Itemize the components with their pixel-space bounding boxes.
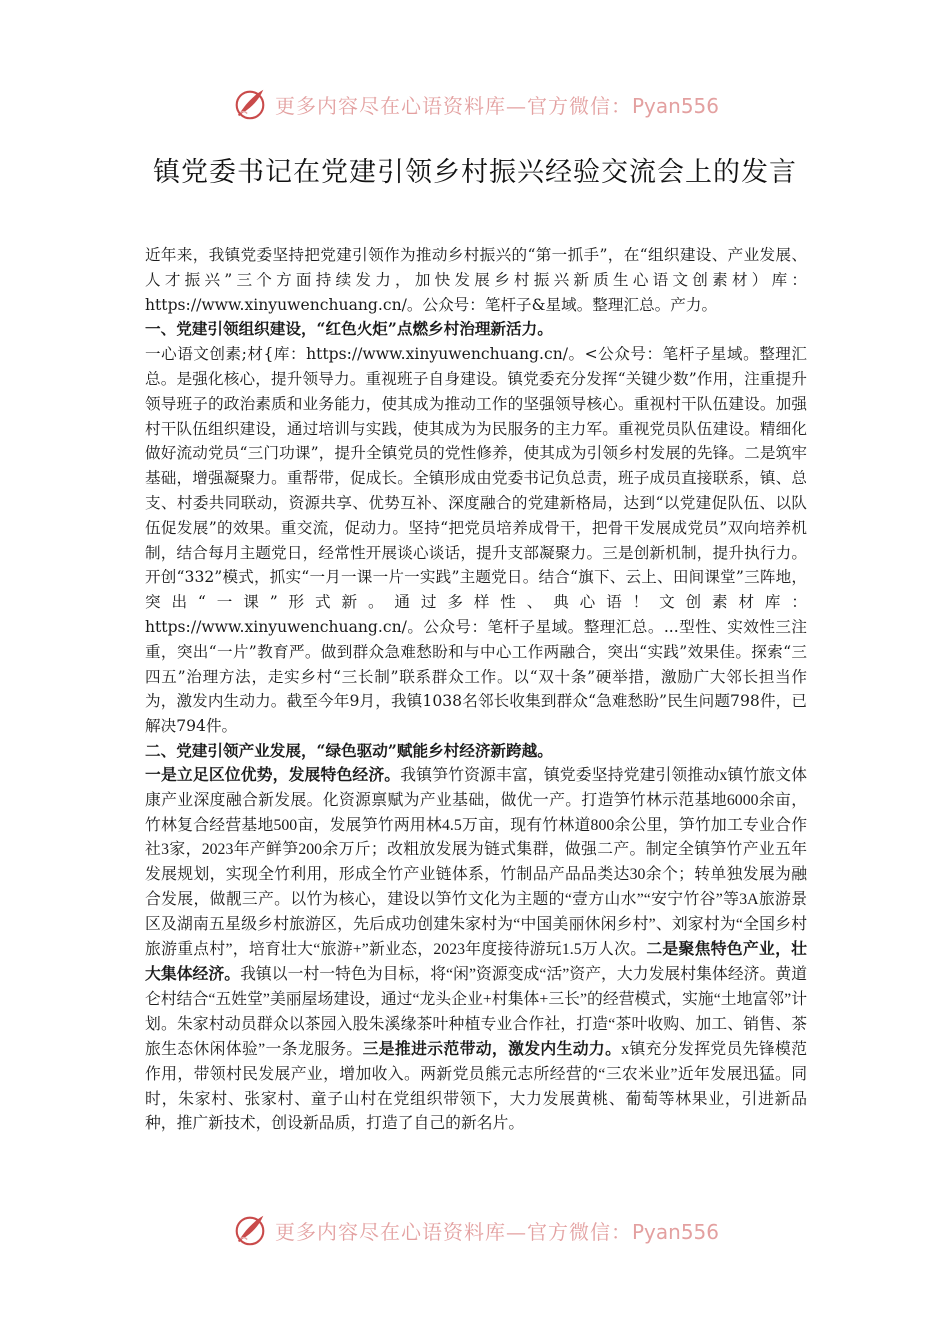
banner-text: 更多内容尽在心语资料库—官方微信：Pyan556 [274,93,719,118]
section2-lead-1: 一是立足区位优势，发展特色经济。 [145,766,401,784]
document-title: 镇党委书记在党建引领乡村振兴经验交流会上的发言 [153,157,797,188]
section2-body-2: 我镇以一村一特色为目标，将“闲”资源变成“活”资产，大力发展村集体经济。黄道仑村结合“五姓堂”美丽屋场建设，通过“龙头企业+村集体+三长”的经营模式，实施“土地富邻”计划。朱家村动员群众以茶园入股朱溪缘茶叶种植专业合作社，打造“茶叶收购、加工、销售、茶旅生态休闲体验”一条龙服务。 [145,965,807,1058]
intro-paragraph: 近年来，我镇党委坚持把党建引领作为推动乡村振兴的“第一抓手”，在“组织建设、产业发展、人才振兴”三个方面持续发力，加快发展乡村振兴新质生心语文创素材）库：https://www.xinyuwenchuang.cn/。公众号：笔杆子&星域。整理汇总。产力。 [145,246,807,314]
section1-heading: 一、党建引领组织建设，“红色火炬”点燃乡村治理新活力。 [145,319,553,339]
section1-body: 一心语文创素;材{库：https://www.xinyuwenchuang.cn/。<公众号：笔杆子星域。整理汇总。是强化核心，提升领导力。重视班子自身建设。镇党委充分发挥“关键少数”作用，注重提升领导班子的政治素质和业务能力，使其成为推动工作的坚强领导核心。重视村干队伍建设。加强村干队伍组织建设，通过培训与实践，使其成为为民服务的主力军。重视党员队伍建设。精细化做好流动党员“三门功课”，提升全镇党员的党性修养，使其成为引领乡村发展的先锋。二是筑牢基础，增强凝聚力。重帮带，促成长。全镇形成由党委书记负总责，班子成员直接联系，镇、总支、村委共同联动，资源共享、优势互补、深度融合的党建新格局，达到“以党建促队伍、以队伍促发展”的效果。重交流，促动力。坚持“把党员培养成骨干，把骨干发展成党员”双向培养机制，结合每月主题党日，经常性开展谈心谈话，提升支部凝聚力。三是创新机制，提升执行力。开创“332”模式，抓实“一月一课一片一实践”主题党日。结合“旗下、云上、田间课堂”三阵地，突出“一课”形式新。通过多样性、典心语！文创素材库：https://www.xinyuwenchuang.cn/。公众号：笔杆子星域。整理汇总。...型性、实效性三注重，突出“一片”教育严。做到群众急难愁盼和与中心工作两融合，突出“实践”效果佳。探索“三四五”治理方法，走实乡村“三长制”联系群众工作。以“双十条”硬举措，激励广大邻长担当作为，激发内生动力。截至今年9月，我镇1038名邻长收集到群众“急难愁盼”民生问题798件，已解决794件。 [145,345,807,736]
header-banner [0,82,950,126]
document-body [145,243,807,1137]
section2-lead-3: 三是推进示范带动，激发内生动力。 [362,1040,622,1058]
banner-text: 更多内容尽在心语资料库—官方微信：Pyan556 [274,1219,719,1244]
quill-pen-logo-icon [231,1211,269,1249]
footer-banner [0,1208,950,1252]
section2-body-1: 我镇笋竹资源丰富，镇党委坚持党建引领推动x镇竹旅文体康产业深度融合新发展。化资源禀赋为产业基础，做优一产。打造笋竹林示范基地6000余亩，竹林复合经营基地500亩，发展笋竹两用林4.5万亩，现有竹林道800余公里，笋竹加工专业合作社3家，2023年产鲜笋200余万斤；改粗放发展为链式集群，做强二产。制定全镇笋竹产业五年发展规划，实现全竹利用，形成全竹产业链体系，竹制品产品品类达30余个；转单独发展为融合发展，做靓三产。以竹为核心，建设以笋竹文化为主题的“壹方山水”“安宁竹谷”等3A旅游景区及湖南五星级乡村旅游区，先后成功创建朱家村为“中国美丽休闲乡村”、刘家村为“全国乡村旅游重点村”，培育壮大“旅游+”新业态，2023年度接待游玩1.5万人次。 [145,766,807,959]
banner-wechat-id: Pyan556 [631,1219,719,1244]
section2-heading: 二、党建引领产业发展，“绿色驱动”赋能乡村经济新跨越。 [145,740,553,760]
banner-wechat-id: Pyan556 [631,93,719,118]
section2-body-3: x镇充分发挥党员先锋模范作用，带领村民发展产业，增加收入。两新党员熊元志所经营的“三农米业”近年发展迅猛。同时，朱家村、张家村、童子山村在党组织带领下，大力发展黄桃、葡萄等林果业，引进新品种，推广新技术，创设新品质，打造了自己的新名片。 [145,1040,807,1133]
section2-body [145,764,807,1138]
section2-lead-2: 二是聚焦特色产业，壮大集体经济。 [145,941,807,983]
quill-pen-logo-icon [231,85,269,123]
